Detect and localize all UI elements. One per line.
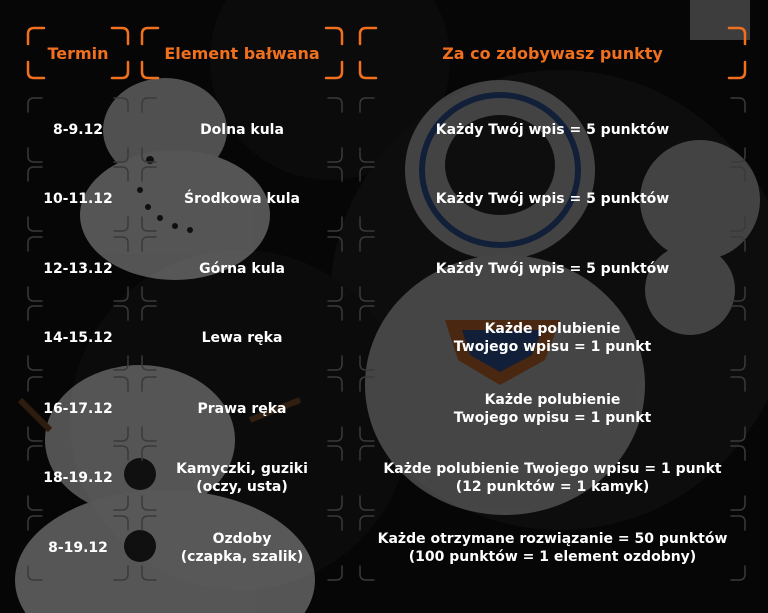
cell-termin — [28, 237, 128, 301]
cell-text-line: 14-15.12 — [43, 330, 113, 346]
cell-element — [142, 377, 342, 441]
header-termin: Termin — [47, 43, 109, 63]
header-points: Za co zdobywasz punkty — [442, 43, 663, 63]
cell-element — [142, 446, 342, 510]
cell-text-line: Każde polubienie — [484, 392, 621, 408]
cell-text-line: Górna kula — [199, 261, 285, 277]
cell-termin — [28, 377, 128, 441]
cell-text-line: Środkowa kula — [184, 191, 300, 207]
cell-text-line: 12-13.12 — [43, 261, 113, 277]
cell-text-line: Każdy Twój wpis = 5 punktów — [435, 191, 670, 207]
cell-text-line: Twojego wpisu = 1 punkt — [453, 410, 652, 426]
cell-termin — [28, 167, 128, 231]
cell-text-line: Lewa ręka — [201, 330, 283, 346]
cell-text-line: 18-19.12 — [43, 470, 113, 486]
cell-text-line: Każde otrzymane rozwiązanie = 50 punktów — [377, 531, 728, 547]
cell-text-line: Każdy Twój wpis = 5 punktów — [435, 261, 670, 277]
cell-termin — [28, 306, 128, 370]
cell-points — [360, 167, 745, 231]
cell-text-line: 16-17.12 — [43, 401, 113, 417]
cell-text-line: Każde polubienie — [484, 321, 621, 337]
cell-points — [360, 306, 745, 370]
cell-text-line: Ozdoby — [212, 531, 272, 547]
cell-element — [142, 516, 342, 580]
cell-text-line: Każdy Twój wpis = 5 punktów — [435, 122, 670, 138]
cell-text-line: 8-9.12 — [52, 122, 104, 138]
cell-element — [142, 167, 342, 231]
cell-element — [142, 306, 342, 370]
header-element: Element bałwana — [164, 43, 320, 63]
cell-termin — [28, 98, 128, 162]
cell-text-line: (oczy, usta) — [196, 479, 288, 495]
cell-points — [360, 377, 745, 441]
cell-text-line: (100 punktów = 1 element ozdobny) — [408, 549, 697, 565]
cell-termin — [28, 446, 128, 510]
cell-text-line: (czapka, szalik) — [180, 549, 304, 565]
cell-text-line: Każde polubienie Twojego wpisu = 1 punkt — [383, 461, 722, 477]
cell-text-line: Kamyczki, guziki — [176, 461, 308, 477]
cell-text-line: Dolna kula — [200, 122, 284, 138]
cell-points — [360, 446, 745, 510]
cell-points — [360, 237, 745, 301]
cell-termin — [28, 516, 128, 580]
cell-text-line: 10-11.12 — [43, 191, 113, 207]
cell-element — [142, 237, 342, 301]
cell-text-line: Prawa ręka — [197, 401, 287, 417]
cell-points — [360, 516, 745, 580]
cell-text-line: Twojego wpisu = 1 punkt — [453, 339, 652, 355]
cell-element — [142, 98, 342, 162]
cell-points — [360, 98, 745, 162]
cell-text-line: (12 punktów = 1 kamyk) — [455, 479, 650, 495]
cell-text-line: 8-19.12 — [48, 540, 108, 556]
